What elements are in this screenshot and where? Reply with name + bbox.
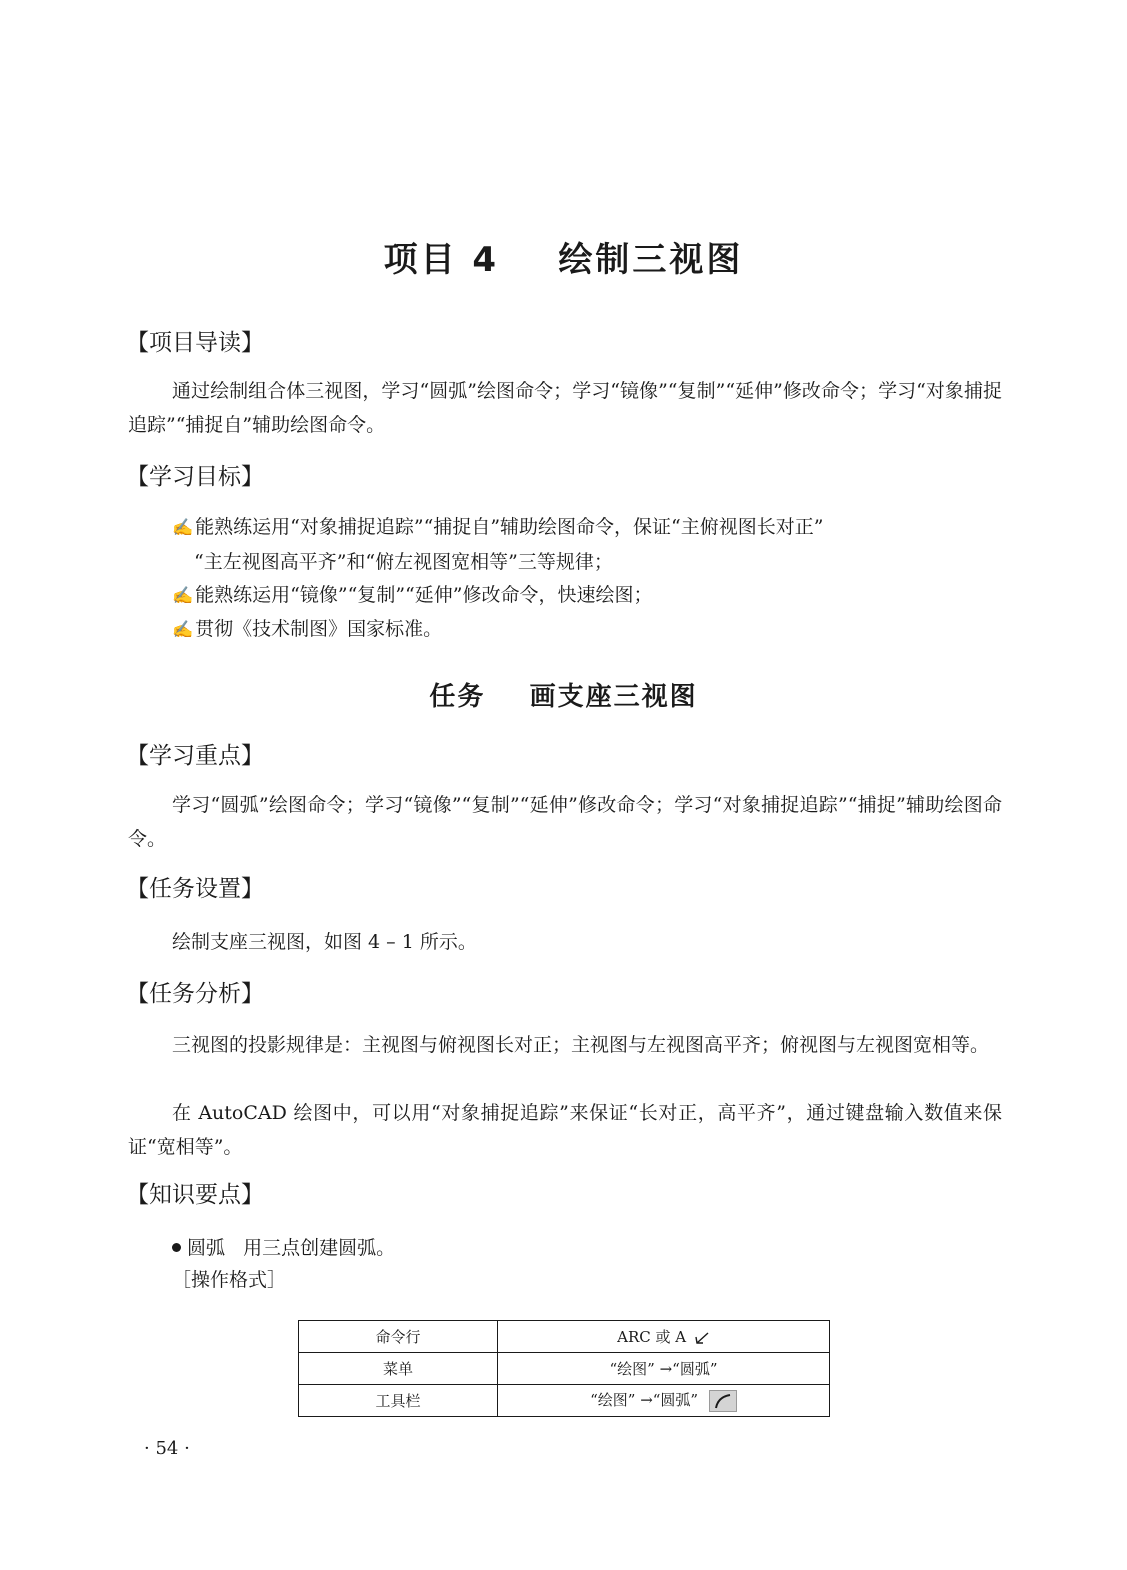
intro-paragraph: 通过绘制组合体三视图，学习“圆弧”绘图命令；学习“镜像”“复制”“延伸”修改命令；学习“对象捕捉追踪”“捕捉自”辅助绘图命令。 xyxy=(128,380,1002,436)
goal-item-2 xyxy=(172,578,1002,613)
table-row xyxy=(299,1321,830,1353)
task-title: 任务 画支座三视图 xyxy=(429,682,698,712)
pen-bullet-icon: ✍ xyxy=(172,518,194,538)
section-heading-focus: 【学习重点】 xyxy=(126,743,264,769)
pen-bullet-icon: ✍ xyxy=(172,586,194,606)
section-heading-setting: 【任务设置】 xyxy=(126,876,264,902)
table-cell-value xyxy=(498,1385,830,1417)
enter-arrow-icon xyxy=(694,1331,710,1345)
table-cell-value: “绘图” →“圆弧” xyxy=(498,1353,830,1385)
pen-bullet-icon: ✍ xyxy=(172,620,194,640)
goal-item-1-line1: 能熟练运用“对象捕捉追踪”“捕捉自”辅助绘图命令，保证“主俯视图长对正” xyxy=(195,516,824,538)
table-cell-label: 命令行 xyxy=(299,1321,498,1353)
chapter-title: 项目 4 绘制三视图 xyxy=(383,240,744,280)
command-table xyxy=(298,1320,830,1417)
table-cell-value xyxy=(498,1321,830,1353)
goal-item-3 xyxy=(172,612,1002,647)
command-line-value: ARC 或 A xyxy=(617,1328,687,1346)
focus-paragraph: 学习“圆弧”绘图命令；学习“镜像”“复制”“延伸”修改命令；学习“对象捕捉追踪”“捕捉”辅助绘图命令。 xyxy=(128,794,1002,850)
goal-item-3-text: 贯彻《技术制图》国家标准。 xyxy=(195,618,443,640)
goal-item-1-line2: “主左视图高平齐”和“俯左视图宽相等”三等规律； xyxy=(194,551,613,573)
page-number: · 54 · xyxy=(144,1438,190,1459)
operation-format-label: ［操作格式］ xyxy=(172,1269,287,1291)
setting-paragraph: 绘制支座三视图，如图 4 – 1 所示。 xyxy=(172,931,477,953)
section-heading-intro: 【项目导读】 xyxy=(126,330,264,356)
toolbar-value: “绘图” →“圆弧” xyxy=(590,1391,699,1409)
section-heading-knowledge: 【知识要点】 xyxy=(126,1182,264,1208)
section-heading-goals: 【学习目标】 xyxy=(126,464,264,490)
table-row xyxy=(299,1353,830,1385)
table-cell-label: 菜单 xyxy=(299,1353,498,1385)
analysis-paragraph-2: 在 AutoCAD 绘图中，可以用“对象捕捉追踪”来保证“长对正，高平齐”，通过键盘输入数值来保证“宽相等”。 xyxy=(128,1102,1002,1158)
bullet-dot-icon xyxy=(172,1243,181,1252)
knowledge-bullet-text: 圆弧 用三点创建圆弧。 xyxy=(187,1237,396,1259)
knowledge-bullet xyxy=(172,1233,395,1263)
analysis-paragraph-1: 三视图的投影规律是：主视图与俯视图长对正；主视图与左视图高平齐；俯视图与左视图宽相等。 xyxy=(172,1034,990,1056)
arc-tool-icon xyxy=(709,1390,737,1412)
section-heading-analysis: 【任务分析】 xyxy=(126,981,264,1007)
table-row xyxy=(299,1385,830,1417)
goal-item-1 xyxy=(172,510,1002,579)
goal-item-2-text: 能熟练运用“镜像”“复制”“延伸”修改命令，快速绘图； xyxy=(195,584,653,606)
table-cell-label: 工具栏 xyxy=(299,1385,498,1417)
